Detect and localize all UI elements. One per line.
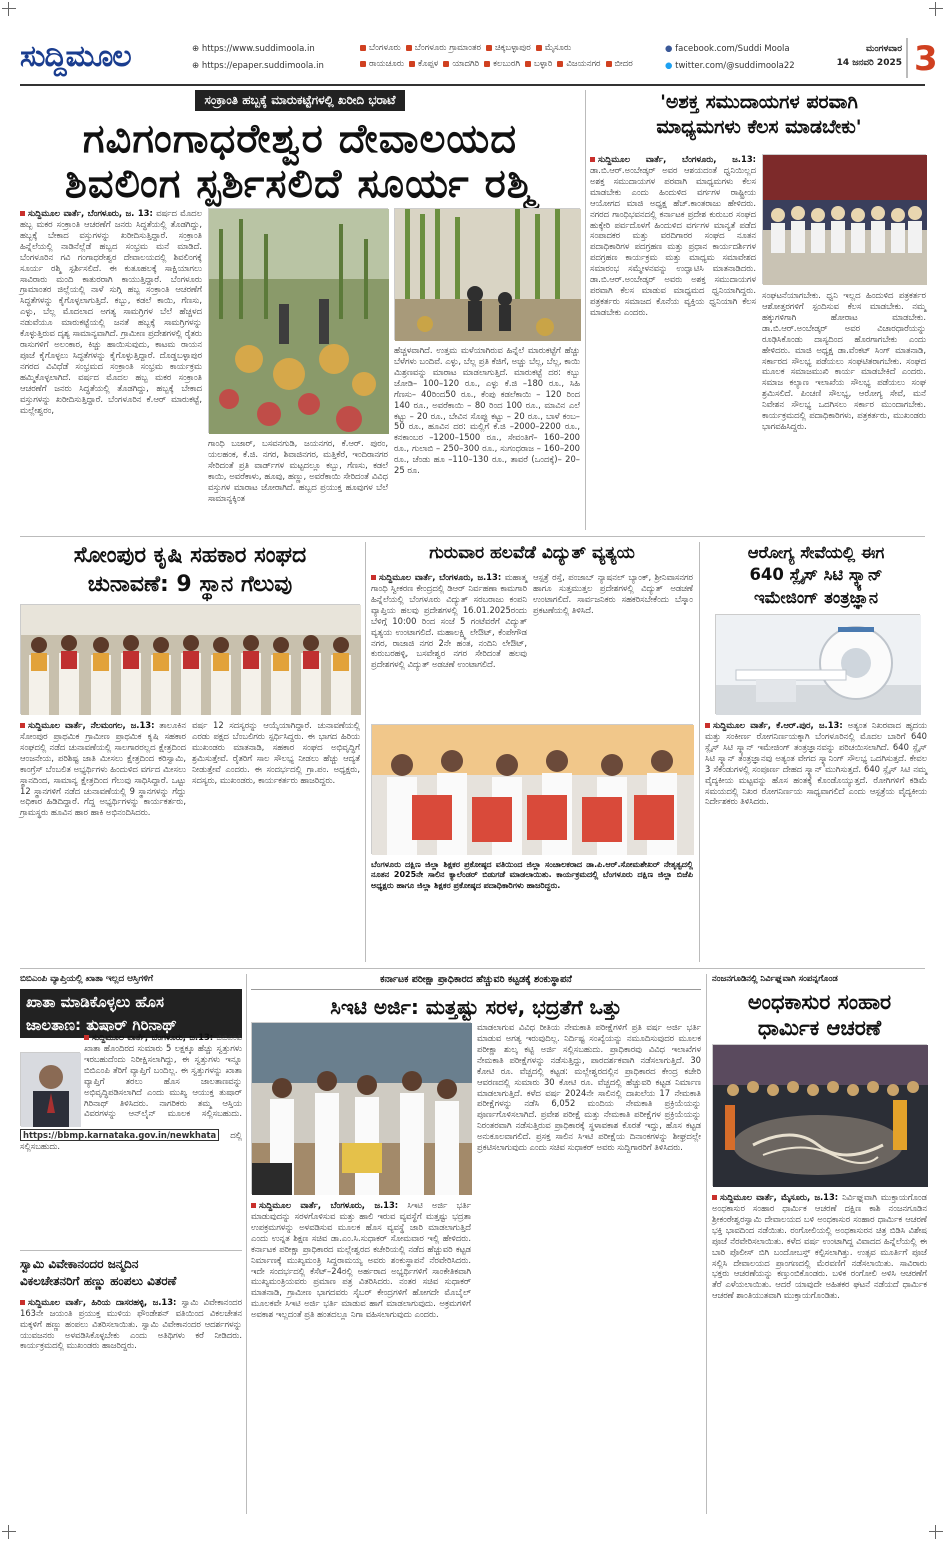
district-link[interactable]: ರಾಯಚೂರು	[360, 59, 404, 69]
story-temple-sun	[20, 90, 580, 530]
story-kicker: ಸಂಕ್ರಾಂತಿ ಹಬ್ಬಕ್ಕೆ ಮಾರುಕಟ್ಟೆಗಳಲ್ಲಿ ಖರೀದಿ ಭರಾಟೆ	[195, 90, 406, 111]
khata-portal-link[interactable]: https://bbmp.karnataka.gov.in/newkhata	[20, 1129, 219, 1141]
column-rule	[706, 974, 707, 1514]
masthead	[20, 38, 938, 80]
epaper-link[interactable]: ⊕ https://epaper.suddimoola.in	[192, 60, 324, 71]
story-dateline: ಸುದ್ದಿಮೂಲ ವಾರ್ತೆ, ನೆಲಮಂಗಲ, ಜ.13:	[20, 720, 154, 730]
winners-photo	[20, 604, 360, 714]
crop-mark	[2, 2, 16, 16]
story-headline: ಗುರುವಾರ ಹಲವೆಡೆ ವಿದ್ಯುತ್ ವ್ಯತ್ಯಯ	[429, 543, 635, 563]
story-power-outage	[371, 542, 693, 962]
site-link[interactable]: ⊕ https://www.suddimoola.in	[192, 44, 315, 54]
district-link[interactable]: ಚಿಕ್ಕಬಳ್ಳಾಪುರ	[486, 43, 531, 53]
story-body: ಸುದ್ದಿಮೂಲ ವಾರ್ತೆ, ಬೆಂಗಳೂರು, ಜ.13: ಮಹಾತ್ಮ ಗಾಂಧಿ ಸ್ವೀಕರಣ ಕೇಂದ್ರದಲ್ಲಿ ಡಿಆರ್ ನಿರ್ವಹಣಾ ಕಾಮಗಾರಿ ಹಿನ್ನೆಲೆಯಲ್ಲಿ ಬೆಂಗಳೂರು ವಿದ್ಯುತ್ ಸರಬರಾಜು ಕಂಪನಿ ವ್ಯಾಪ್ತಿಯ ಹಲವು ಪ್ರದೇಶಗಳಲ್ಲಿ 16.01.2025ರಂದು ಬೆಳಿಗ್ಗೆ 10:00 ರಿಂದ ಸಂಜೆ 5 ಗಂಟೆವರೆಗೆ ವಿದ್ಯುತ್ ವ್ಯತ್ಯಯ ಉಂಟಾಗಲಿದೆ. ಮಹಾಲಕ್ಷ್ಮಿ ಲೇಔಟ್, ಕೆಂಪೇಗೌಡ ನಗರ, ರಾಜಾಜಿ ನಗರ 2ನೇ ಹಂತ, ನಂದಿನಿ ಲೇಔಟ್, ಕುರುಬರಹಳ್ಳಿ, ಬಸವೇಶ್ವರ ನಗರ ಸೇರಿದಂತೆ ಹಲವು ಪ್ರದೇಶಗಳಲ್ಲಿ ವಿದ್ಯುತ್ ಅಡಚಣೆ ಉಂಟಾಗಲಿದೆ.	[371, 572, 527, 670]
crop-mark	[2, 1525, 16, 1539]
column-rule	[585, 90, 586, 530]
story-body: ಸುದ್ದಿಮೂಲ ವಾರ್ತೆ, ಕೆ.ಆರ್.ಪುರ, ಜ.13: ಅತ್ಯಂತ ನಿಖರವಾದ ಹೃದಯ ಮತ್ತು ಸಂಕೀರ್ಣ ರೋಗನಿರ್ಣಯಕ್ಕಾಗಿ ಬೆಂಗಳೂರಿನಲ್ಲಿ ಮೊದಲ ಬಾರಿಗೆ 640 ಸ್ಲೈಸ್ ಸಿಟಿ ಸ್ಕ್ಯಾನ್ ಇಮೇಜಿಂಗ್ ತಂತ್ರಜ್ಞಾನವನ್ನು ಪರಿಚಯಿಸಲಾಗಿದೆ. 640 ಸ್ಲೈಸ್ ಸಿಟಿ ಸ್ಕ್ಯಾನ್ ತಂತ್ರಜ್ಞಾನವು ಅತ್ಯಂತ ವೇಗದ ಸ್ಕ್ಯಾನಿಂಗ್ ಸೌಲಭ್ಯ ಒದಗಿಸುತ್ತದೆ. ಕೇವಲ 3 ಸೆಕೆಂಡುಗಳಲ್ಲಿ ಸಂಪೂರ್ಣ ದೇಹದ ಸ್ಕ್ಯಾನ್ ಮುಗಿಸುತ್ತದೆ. 640 ಸ್ಲೈಸ್ ಸಿಟಿ ನಮ್ಮ ವೈದ್ಯಕೀಯ ಮಟ್ಟವನ್ನು ಹೊಸ ಹಂತಕ್ಕೆ ಕೊಂಡೊಯ್ಯುತ್ತದೆ. ರೋಗಿಗಳಿಗೆ ಕಡಿಮೆ ಸಮಯದಲ್ಲಿ ನಿಖರ ರೋಗನಿರ್ಣಯ ಸಾಧ್ಯವಾಗಲಿದೆ ಎಂದು ಆಸ್ಪತ್ರೆಯ ವೈದ್ಯಕೀಯ ನಿರ್ದೇಶಕರು ತಿಳಿಸಿದರು.	[705, 720, 927, 807]
issue-day: ಮಂಗಳವಾರ	[865, 44, 902, 54]
sugarcane-photo	[394, 208, 580, 340]
story-kicker: ನಂಜನಗೂಡಿನಲ್ಲಿ ನಿರ್ವಿಘ್ನವಾಗಿ ಸಂಪನ್ನಗೊಂಡ	[712, 974, 838, 984]
story-body-col2: ವರ್ಷ 12 ಸದಸ್ಯರನ್ನು ಆಯ್ಕೆಯಾಗಿದ್ದಾರೆ. ಚುನಾವಣೆಯಲ್ಲಿ ಎರಡು ಪಕ್ಷದ ಬೆಂಬಲಿಗರು ಸ್ಪರ್ಧಿಸಿದ್ದರು. ಈ ಭಾಗದ ಹಿರಿಯ ಮುಖಂಡರು ಮಾತನಾಡಿ, ಸಹಕಾರ ಸಂಘದ ಅಭಿವೃದ್ಧಿಗೆ ಶ್ರಮಿಸುತ್ತೇವೆ. ರೈತರಿಗೆ ಸಾಲ ಸೌಲಭ್ಯ ನೀಡಲು ಹೆಚ್ಚು ಆದ್ಯತೆ ನೀಡುತ್ತೇವೆ ಎಂದರು. ಈ ಸಂದರ್ಭದಲ್ಲಿ ಗ್ರಾ.ಪಂ. ಅಧ್ಯಕ್ಷರು, ಸದಸ್ಯರು, ಮುಖಂಡರು, ಕಾರ್ಯಕರ್ತರು ಹಾಜರಿದ್ದರು.	[192, 720, 360, 785]
masthead-links	[192, 44, 352, 80]
market-photo	[208, 208, 388, 433]
district-list	[360, 40, 690, 78]
row-rule	[20, 1250, 242, 1251]
story-dateline: ಸುದ್ದಿಮೂಲ ವಾರ್ತೆ, ಬೆಂಗಳೂರು, ಜ.13:	[84, 1032, 213, 1042]
masthead-logo: ಸುದ್ದಿಮೂಲ	[20, 39, 131, 74]
row-rule	[20, 968, 925, 969]
story-dateline: ಸುದ್ದಿಮೂಲ ವಾರ್ತೆ, ಬೆಂಗಳೂರು, ಜ.13:	[371, 572, 501, 582]
calendar-release-photo	[371, 724, 693, 854]
story-headline: ಸಿಇಟಿ ಅರ್ಜಿ: ಮತ್ತಷ್ಟು ಸರಳ, ಭದ್ರತೆಗೆ ಒತ್ತು	[330, 995, 622, 1020]
story-headline: ಸ್ವಾಮಿ ವಿವೇಕಾನಂದರ ಜನ್ಮದಿನ ವಿಕಲಚೇತನರಿಗೆ ಹಣ್ಣು ಹಂಪಲು ವಿತರಣೆ	[20, 1257, 177, 1289]
story-body: ಸುದ್ದಿಮೂಲ ವಾರ್ತೆ, ಬೆಂಗಳೂರು, ಜ.13: ಡಾ.ಬಿ.ಆರ್.ಅಂಬೇಡ್ಕರ್ ಅವರ ಆಶಯದಂತೆ ಧ್ವನಿಯಿಲ್ಲದ ಅಶಕ್ತ ಸಮುದಾಯಗಳ ಪರವಾಗಿ ಮಾಧ್ಯಮಗಳು ಕೆಲಸ ಮಾಡಬೇಕು ಎಂದು ಹಿಂದುಳಿದ ವರ್ಗಗಳ ರಾಷ್ಟ್ರೀಯ ಆಯೋಗದ ಮಾಜಿ ಅಧ್ಯಕ್ಷ ಹೆಚ್.ಕಾಂತರಾಜು ಹೇಳಿದರು. ನಗರದ ಗಾಂಧಿಭವನದಲ್ಲಿ ಕರ್ನಾಟಕ ಪ್ರದೇಶ ಕುರುಬರ ಸಂಘದ ಹುಕ್ಕೇರಿ ಪರ್ವದೊಳಗೆ ಹಿಂದುಳಿದ ವರ್ಗಗಳ ಮಾನ್ಯತೆ ಪಡೆದ ಸಂಪಾದಕರ ಮತ್ತು ವರದಿಗಾರರ ಸಂಘದ ನೂತನ ಪದಾಧಿಕಾರಿಗಳ ಪದಗ್ರಹಣ ಮತ್ತು ಪ್ರಧಾನ ಕಾರ್ಯದರ್ಶಿಗಳ ಪದಗ್ರಹಣ ಕಾರ್ಯಕ್ರಮ ಮತ್ತು ಮಾಧ್ಯಮ ಸಮಾವೇಶದ ಸಮಾರಂಭ ಸಮ್ಮೇಳನವನ್ನು ಉದ್ಘಾಟಿಸಿ ಮಾತನಾಡಿದರು. ಡಾ.ಬಿ.ಆರ್.ಅಂಬೇಡ್ಕರ್ ಅವರು ಅಶಕ್ತ ಸಮುದಾಯಗಳ ಪರವಾಗಿ ಕೆಲಸ ಮಾಡುವ ಮಾಧ್ಯಮದ ಧ್ವನಿಯಾಗಿದ್ದರು. ಪತ್ರಕರ್ತರು ಸಮಾಜದ ಕೊನೆಯ ವ್ಯಕ್ತಿಯ ಧ್ವನಿಯಾಗಿ ಕೆಲಸ ಮಾಡಬೇಕು ಎಂದರು.	[590, 154, 756, 317]
ct-scanner-photo	[715, 614, 920, 714]
globe-icon: ⊕	[192, 60, 202, 71]
crop-mark	[929, 1525, 943, 1539]
district-link[interactable]: ವಿಜಯನಗರ	[557, 59, 600, 69]
story-headline: ಅಂಧಕಾಸುರ ಸಂಹಾರ ಧಾರ್ಮಿಕ ಆಚರಣೆ	[747, 989, 892, 1041]
story-vivekananda	[20, 1250, 242, 1515]
story-body: ಸುದ್ದಿಮೂಲ ವಾರ್ತೆ, ಮೈಸೂರು, ಜ.13: ನಿರ್ವಿಘ್ನವಾಗಿ ಮುಕ್ತಾಯಗೊಂಡ ಅಂಧಕಾಸುರ ಸಂಹಾರ ಧಾರ್ಮಿಕ ಆಚರಣೆ ದಕ್ಷಿಣ ಕಾಶಿ ನಂಜನಗೂಡಿನ ಶ್ರೀಕಂಠೇಶ್ವರಸ್ವಾಮಿ ದೇವಾಲಯದ ಬಳಿ ಅಂಧಕಾಸುರ ಸಂಹಾರ ಧಾರ್ಮಿಕ ಆಚರಣೆ ಭಕ್ತಿ ಭಾವದಿಂದ ನಡೆಯಿತು. ರಂಗೋಲಿಯಲ್ಲಿ ಅಂಧಕಾಸುರನ ಚಿತ್ರ ಬಿಡಿಸಿ ವಿಶೇಷ ಪೂಜೆ ನೆರವೇರಿಸಲಾಯಿತು. ಕಳೆದ ವರ್ಷ ಉಂಟಾಗಿದ್ದ ವಿವಾದದ ಹಿನ್ನೆಲೆಯಲ್ಲಿ ಈ ಬಾರಿ ಪೊಲೀಸ್ ಬಿಗಿ ಬಂದೋಬಸ್ತ್ ಕಲ್ಪಿಸಲಾಗಿತ್ತು. ಉತ್ಸವ ಮೂರ್ತಿಗೆ ಪೂಜೆ ಸಲ್ಲಿಸಿ ದೇವಾಲಯದ ಪ್ರಾಂಗಣದಲ್ಲಿ ಮೆರವಣಿಗೆ ನಡೆಸಲಾಯಿತು. ಸಾವಿರಾರು ಭಕ್ತರು ಆಚರಣೆಯನ್ನು ಕಣ್ತುಂಬಿಕೊಂಡರು. ಬಳಿಕ ರಂಗೋಲಿ ಅಳಿಸಿ ಆಚರಣೆಗೆ ತೆರೆ ಎಳೆಯಲಾಯಿತು. ಆದರೆ ಯಾವುದೇ ಅಹಿತಕರ ಘಟನೆ ನಡೆಯದೆ ಧಾರ್ಮಿಕ ಆಚರಣೆ ಶಾಂತಿಯುತವಾಗಿ ಮುಕ್ತಾಯಗೊಂಡಿತು.	[712, 1192, 927, 1301]
story-headline: 'ಅಶಕ್ತ ಸಮುದಾಯಗಳ ಪರವಾಗಿ ಮಾಧ್ಯಮಗಳು ಕೆಲಸ ಮಾಡಬೇಕು'	[656, 91, 862, 138]
district-link[interactable]: ಯಾದಗಿರಿ	[443, 59, 479, 69]
district-link[interactable]: ಬೆಂಗಳೂರು ಗ್ರಾಮಾಂತರ	[406, 43, 481, 53]
story-body: ಸುದ್ದಿಮೂಲ ವಾರ್ತೆ, ಬೆಂಗಳೂರು, ಜ. 13: ವರ್ಷದ ಮೊದಲ ಹಬ್ಬ ಮಕರ ಸಂಕ್ರಾಂತಿ ಆಚರಣೆಗೆ ಜನರು ಸಿದ್ಧತೆಯಲ್ಲಿ ತೊಡಗಿದ್ದು, ಹಬ್ಬಕ್ಕೆ ಬೇಕಾದ ವಸ್ತುಗಳನ್ನು ಖರೀದಿಸುತ್ತಿದ್ದಾರೆ. ಸಂಕ್ರಾಂತಿ ಹಿನ್ನೆಲೆಯಲ್ಲಿ ನಾಡಿನೆಲ್ಲೆಡೆ ಹಬ್ಬದ ಸಂಭ್ರಮ ಮನೆ ಮಾಡಿದೆ. ಬೆಂಗಳೂರಿನ ಗವಿ ಗಂಗಾಧರೇಶ್ವರ ದೇವಾಲಯದಲ್ಲಿ ಶಿವಲಿಂಗಕ್ಕೆ ಸೂರ್ಯ ರಶ್ಮಿ ಸ್ಪರ್ಶಿಸಲಿದೆ. ಈ ಕುತೂಹಲಕ್ಕೆ ಸಾಕ್ಷಿಯಾಗಲು ಸಾವಿರಾರು ಮಂದಿ ಕಾತುರರಾಗಿ ಕಾಯುತ್ತಿದ್ದಾರೆ. ಬೆಂಗಳೂರು ಗ್ರಾಮಾಂತರ ಜಿಲ್ಲೆಯಲ್ಲಿ ನಾಳೆ ಸುಗ್ಗಿ ಹಬ್ಬ ಸಂಕ್ರಾಂತಿ ಆಚರಣೆಗೆ ಸಿದ್ಧತೆಗಳನ್ನು ಕೈಗೊಳ್ಳಲಾಗುತ್ತಿದೆ. ಕಬ್ಬು, ಕಡಲೆ ಕಾಯಿ, ಗೆಣಸು, ಎಳ್ಳು, ಬೆಲ್ಲ ಮೊದಲಾದ ಅಗತ್ಯ ಸಾಮಗ್ರಿಗಳ ಬೆಲೆ ಹೆಚ್ಚಳದ ನಡುವೆಯೂ ಮಾರುಕಟ್ಟೆಯಲ್ಲಿ ಜನತೆ ಹಬ್ಬಕ್ಕೆ ಸಾಮಗ್ರಿಗಳನ್ನು ಕೊಳ್ಳುತ್ತಿರುವ ದೃಶ್ಯ ಸಾಮಾನ್ಯವಾಗಿದೆ. ಗ್ರಾಮೀಣ ಪ್ರದೇಶಗಳಲ್ಲಿ ರೈತರು ರಾಸುಗಳಿಗೆ ಅಲಂಕಾರ, ಕಿಚ್ಚು ಹಾಯಿಸುವುದು, ಕಾಟಮ ರಾಯನ ಪೂಜೆ ಕೈಗೊಳ್ಳಲು ಸಿದ್ಧತೆಗಳನ್ನು ಕೈಗೊಳ್ಳುತ್ತಿದ್ದಾರೆ. ದೊಡ್ಡಬಳ್ಳಾಪುರ ನಗರದ ವಿವಿಧೆಡೆ ಸಂಭ್ರಮದ ಸಂಕ್ರಾಂತಿ ಸಂಭ್ರಮ ಕಾರ್ಯಕ್ರಮ ಹಮ್ಮಿಕೊಳ್ಳಲಾಗಿದೆ. ವರ್ಷದ ಮೊದಲ ಹಬ್ಬ ಮಕರ ಸಂಕ್ರಾಂತಿ ಆಚರಣೆಗೆ ಜನರು ಸಿದ್ಧತೆಯಲ್ಲಿ ತೊಡಗಿದ್ದು, ಹಬ್ಬಕ್ಕೆ ಬೇಕಾದ ವಸ್ತುಗಳನ್ನು ಖರೀದಿಸುತ್ತಿದ್ದಾರೆ. ಬೆಂಗಳೂರಿನ ಕೆ.ಆರ್ ಮಾರುಕಟ್ಟೆ, ಮಲ್ಲೇಶ್ವರಂ,	[20, 208, 202, 415]
district-link[interactable]: ಮೈಸೂರು	[536, 43, 571, 53]
story-dateline: ಸುದ್ದಿಮೂಲ ವಾರ್ತೆ, ಬೆಂಗಳೂರು, ಜ.13:	[251, 1200, 398, 1210]
crop-mark	[929, 2, 943, 16]
column-rule	[246, 974, 247, 1514]
issue-date	[810, 42, 902, 76]
story-media-role	[590, 90, 928, 530]
story-body-col2: ಮಾಡಲಾಗುವ ವಿವಿಧ ರೀತಿಯ ನೇಮಕಾತಿ ಪರೀಕ್ಷೆಗಳಿಗೆ ಪ್ರತಿ ವರ್ಷ ಅರ್ಜಿ ಭರ್ತಿ ಮಾಡುವ ಅಗತ್ಯ ಇರುವುದಿಲ್ಲ. ನಿರ್ದಿಷ್ಟ ಸಂಖ್ಯೆಯನ್ನು ನಮೂದಿಸುವುದರ ಮೂಲಕ ಪರೀಕ್ಷಾ ಶುಲ್ಕ ಕಟ್ಟಿ ಅರ್ಜಿ ಸಲ್ಲಿಸಬಹುದು. ಪ್ರಾಧಿಕಾರವು ವಿವಿಧ ಇಲಾಖೆಗಳ ನೇಮಕಾತಿ ಪರೀಕ್ಷೆಗಳನ್ನು ನಡೆಸುತ್ತಿದ್ದು, ಪಾರದರ್ಶಕವಾಗಿ ನಡೆಸಲಾಗುತ್ತಿದೆ. 30 ಕೋಟಿ ರೂ. ವೆಚ್ಚದಲ್ಲಿ ಕಟ್ಟಡ: ಮಲ್ಲೇಶ್ವರದಲ್ಲಿನ ಪ್ರಾಧಿಕಾರದ ಕೇಂದ್ರ ಕಚೇರಿ ಆವರಣದಲ್ಲಿ ಸುಮಾರು 30 ಕೋಟಿ ರೂ. ವೆಚ್ಚದಲ್ಲಿ ಹೆಚ್ಚುವರಿ ಕಟ್ಟಡ ನಿರ್ಮಾಣ ಮಾಡಲಾಗುತ್ತಿದೆ. ಕಳೆದ ವರ್ಷ 2024ನೇ ಸಾಲಿನಲ್ಲಿ ದಾಖಲೆಯ 17 ನೇಮಕಾತಿ ಪರೀಕ್ಷೆಗಳನ್ನು ನಡೆಸಿ 6,052 ಮಂದಿಯ ನೇಮಕಾತಿ ಪ್ರಕ್ರಿಯೆಯನ್ನು ಪೂರ್ಣಗೊಳಿಸಲಾಗಿದೆ. ಪ್ರವೇಶ ಪರೀಕ್ಷೆ ಮತ್ತು ನೇಮಕಾತಿ ಪರೀಕ್ಷೆಗಳ ಪ್ರಕ್ರಿಯೆಯನ್ನು ನಿರಂತರವಾಗಿ ನಡೆಸುತ್ತಿರುವ ಪ್ರಾಧಿಕಾರಕ್ಕೆ ಸ್ಥಳಾವಕಾಶ ಕೊರತೆ ಇದ್ದು, ಹೊಸ ಕಟ್ಟಡ ಅನುಕೂಲವಾಗಲಿದೆ. ಪ್ರಸಕ್ತ ಸಾಲಿನ ಸಿಇಟಿ ಪರೀಕ್ಷೆಯ ದಿನಾಂಕಗಳನ್ನು ಶೀಘ್ರದಲ್ಲೇ ಪ್ರಕಟಿಸಲಾಗುವುದು ಎಂದು ಸಚಿವ ಸುಧಾಕರ್ ಅವರು ಸುದ್ದಿಗಾರರಿಗೆ ತಿಳಿಸಿದರು.	[477, 1022, 701, 1153]
social-links	[665, 44, 805, 80]
district-link[interactable]: ಬೀದರ	[606, 59, 633, 69]
district-link[interactable]: ಬೆಂಗಳೂರು	[360, 43, 401, 53]
event-photo	[762, 154, 926, 284]
story-dateline: ಸುದ್ದಿಮೂಲ ವಾರ್ತೆ, ಬೆಂಗಳೂರು, ಜ.13:	[590, 154, 756, 164]
story-body: ಸುದ್ದಿಮೂಲ ವಾರ್ತೆ, ಬೆಂಗಳೂರು, ಜ.13: ಬಿಬಿಎಂಪಿ ಖಾತಾ ಹೊಂದಿರದ ಸುಮಾರು 5 ಲಕ್ಷಕ್ಕೂ ಹೆಚ್ಚು ಸ್ವತ್ತುಗಳು ಇರಬಹುದೆಂದು ನಿರೀಕ್ಷಿಸಲಾಗಿದ್ದು, ಈ ಸ್ವತ್ತುಗಳು ಇನ್ನೂ ಬಿಬಿಎಂಪಿ ತೆರಿಗೆ ವ್ಯಾಪ್ತಿಗೆ ಬಂದಿಲ್ಲ. ಈ ಸ್ವತ್ತುಗಳನ್ನು ಖಾತಾ ವ್ಯಾಪ್ತಿಗೆ ತರಲು ಹೊಸ ಜಾಲತಾಣವನ್ನು ಅಭಿವೃದ್ಧಿಪಡಿಸಲಾಗಿದೆ ಎಂದು ಮುಖ್ಯ ಆಯುಕ್ತ ತುಷಾರ್ ಗಿರಿನಾಥ್ ತಿಳಿಸಿದರು. ನಾಗರಿಕರು ತಮ್ಮ ಆಸ್ತಿಯ ವಿವರಗಳನ್ನು ಆನ್‌ಲೈನ್ ಮೂಲಕ ಸಲ್ಲಿಸಬಹುದು. https://bbmp.karnataka.gov.in/newkhata ದಲ್ಲಿ ಸಲ್ಲಿಸಬಹುದು.	[20, 1032, 242, 1151]
column-rule	[699, 542, 700, 962]
story-body-col3: ಹೆಚ್ಚಳವಾಗಿದೆ. ಉತ್ತಮ ಮಳೆಯಾಗಿರುವ ಹಿನ್ನೆಲೆ ಮಾರುಕಟ್ಟೆಗೆ ಹೆಚ್ಚು ಬೆಳೆಗಳು ಬಂದಿವೆ. ಎಳ್ಳು, ಬೆಲ್ಲ ಪ್ರತಿ ಕೆಜಿಗೆ, ಅಚ್ಚು ಬೆಲ್ಲ, ಬೆಲ್ಲ, ಕಾಯಿ ಮಿಶ್ರಣವನ್ನು ಮಾರಾಟ ಮಾಡಲಾಗುತ್ತಿದೆ. ಮಾರುಕಟ್ಟೆ ದರ: ಕಬ್ಬು ಜೋಡಿ– 100–120 ರೂ., ಎಳ್ಳು ಕೆ.ಜಿ –180 ರೂ., ಸಿಹಿ ಗೆಣಸು– 40ರಿಂದ50 ರೂ., ಕೆಂಪು ಕಡಲೆಕಾಯಿ – 120 ರಿಂದ 140 ರೂ., ಅವರೆಕಾಯಿ – 80 ರಿಂದ 100 ರೂ., ಮಾವಿನ ಎಲೆ ಕಟ್ಟು – 20 ರೂ., ಬೇವಿನ ಸೊಪ್ಪು ಕಟ್ಟು – 20 ರೂ., ಬಾಳೆ ಕಂಬ– 50 ರೂ., ಹೂವಿನ ದರ: ಮಲ್ಲಿಗೆ ಕೆ.ಜಿ –2000–2200 ರೂ., ಕನಕಾಂಬರ –1200–1500 ರೂ., ಸೇವಂತಿಗೆ– 160–200 ರೂ., ಗುಲಾಬಿ – 250–300 ರೂ., ಸುಗಂಧರಾಜ – 160–200 ರೂ., ಚೆಂಡು ಹೂ –110–130 ರೂ., ತಾವರೆ (ಒಂದಕ್ಕೆ)– 20–25 ರೂ.	[394, 345, 580, 476]
district-link[interactable]: ಕೊಪ್ಪಳ	[409, 59, 438, 69]
story-dateline: ಸುದ್ದಿಮೂಲ ವಾರ್ತೆ, ಹಿರಿಯ ದಾಸರಹಳ್ಳಿ, ಜ.13:	[20, 1297, 176, 1307]
story-headline: ಖಾತಾ ಮಾಡಿಕೊಳ್ಳಲು ಹೊಸ ಜಾಲತಾಣ: ತುಷಾರ್ ಗಿರಿನಾಥ್	[20, 989, 242, 1038]
issue-date-text: 14 ಜನವರಿ 2025	[836, 58, 902, 69]
story-body-col2: ಆಸ್ಪತ್ರೆ ರಸ್ತೆ, ಪಂಜಾಬ್ ನ್ಯಾಷನಲ್ ಬ್ಯಾಂಕ್, ಶ್ರೀನಿವಾಸನಗರ ಹಾಗೂ ಸುತ್ತಮುತ್ತಲ ಪ್ರದೇಶಗಳಲ್ಲಿ ವಿದ್ಯುತ್ ಅಡಚಣೆ ಉಂಟಾಗಲಿದೆ. ಸಾರ್ವಜನಿಕರು ಸಹಕರಿಸಬೇಕೆಂದು ಬೆಸ್ಕಾಂ ಪ್ರಕಟಣೆಯಲ್ಲಿ ತಿಳಿಸಿದೆ.	[533, 572, 693, 615]
story-cooperative-election	[20, 542, 360, 962]
foundation-ceremony-photo	[251, 1022, 471, 1194]
story-body-col2: ಗಾಂಧಿ ಬಜಾರ್, ಬಸವನಗುಡಿ, ಜಯನಗರ, ಕೆ.ಆರ್. ಪುರಂ, ಯಲಹಂಕ, ಕೆ.ಜಿ. ನಗರ, ಶಿವಾಜಿನಗರ, ಮತ್ತಿಕೆರೆ, ಇಂದಿರಾನಗರ ಸೇರಿದಂತೆ ಪ್ರತಿ ವಾರ್ಡ್‌ಗಳ ಮಟ್ಟದಲ್ಲೂ ಕಬ್ಬು, ಗೆಣಸು, ಕಡಲೆ ಕಾಯಿ, ಅವರೆಕಾಳು, ಹೂವು, ಹಣ್ಣು, ಅವರೆಕಾಯಿ ಸೇರಿದಂತೆ ವಿವಿಧ ವಸ್ತುಗಳ ಮಾರಾಟ ಜೋರಾಗಿದೆ. ಹಬ್ಬದ ಪ್ರಯುಕ್ತ ಹೂವುಗಳ ಬೆಲೆ ಸಾಮಾನ್ಯಕ್ಕಿಂತ	[208, 438, 388, 503]
ritual-photo	[712, 1044, 927, 1186]
story-kicker: ಬಿಬಿಎಂಪಿ ವ್ಯಾಪ್ತಿಯಲ್ಲಿ ಖಾತಾ ಇಲ್ಲದ ಆಸ್ತಿಗಳಿಗೆ	[20, 974, 153, 984]
story-headline: ಗವಿಗಂಗಾಧರೇಶ್ವರ ದೇವಾಲಯದ ಶಿವಲಿಂಗ ಸ್ಪರ್ಶಿಸಲಿದೆ ಸೂರ್ಯ ರಶ್ಮಿ	[64, 116, 536, 208]
globe-icon: ⊕	[192, 44, 202, 54]
story-cet-application	[251, 974, 701, 1514]
story-dateline: ಸುದ್ದಿಮೂಲ ವಾರ್ತೆ, ಬೆಂಗಳೂರು, ಜ. 13:	[20, 208, 153, 218]
story-body: ಸುದ್ದಿಮೂಲ ವಾರ್ತೆ, ನೆಲಮಂಗಲ, ಜ.13: ತಾಲೂಕಿನ ಸೋಂಪುರ ಪ್ರಾಥಮಿಕ ಗ್ರಾಮೀಣ ಪ್ರಾಥಮಿಕ ಕೃಷಿ ಸಹಕಾರ ಸಂಘದಲ್ಲಿ ನಡೆದ ಚುನಾವಣೆಯಲ್ಲಿ ಸಾಲಗಾರರಲ್ಲದ ಕ್ಷೇತ್ರದಿಂದ ಆಂಜನೇಯ, ಪರಿಶಿಷ್ಟ ಜಾತಿ ಮೀಸಲು ಕ್ಷೇತ್ರದಿಂದ ಕರಿಸ್ವಾಮಿ, ಕಾಂಗ್ರೆಸ್ ಬೆಂಬಲಿತ ಅಭ್ಯರ್ಥಿಗಳು ಹಿಂದುಳಿದ ವರ್ಗದ ಮೀಸಲು ಸ್ಥಾನದಿಂದ, ಸಾಮಾನ್ಯ ಕ್ಷೇತ್ರದಿಂದ ಗೆಲುವು ಸಾಧಿಸಿದ್ದಾರೆ. ಒಟ್ಟು 12 ಸ್ಥಾನಗಳಿಗೆ ನಡೆದ ಚುನಾವಣೆಯಲ್ಲಿ 9 ಸ್ಥಾನಗಳನ್ನು ಗೆದ್ದು ಅಧಿಕಾರ ಹಿಡಿದಿದ್ದಾರೆ. ಗೆದ್ದ ಅಭ್ಯರ್ಥಿಗಳನ್ನು ಕಾರ್ಯಕರ್ತರು, ಗ್ರಾಮಸ್ಥರು ಹೂವಿನ ಹಾರ ಹಾಕಿ ಅಭಿನಂದಿಸಿದರು.	[20, 720, 186, 818]
story-headline: ಆರೋಗ್ಯ ಸೇವೆಯಲ್ಲಿ ಈಗ 640 ಸ್ಲೈಸ್ ಸಿಟಿ ಸ್ಕ್ಯಾನ್ ಇಮೇಜಿಂಗ್ ತಂತ್ರಜ್ಞಾನ	[747, 543, 885, 607]
twitter-icon: ●	[665, 60, 676, 71]
story-dateline: ಸುದ್ದಿಮೂಲ ವಾರ್ತೆ, ಮೈಸೂರು, ಜ.13:	[712, 1192, 838, 1202]
story-body: ಸುದ್ದಿಮೂಲ ವಾರ್ತೆ, ಬೆಂಗಳೂರು, ಜ.13: ಸಿಇಟಿ ಅರ್ಜಿ ಭರ್ತಿ ಮಾಡುವುದನ್ನು ಸರಳಗೊಳಿಸುವ ಮತ್ತು ಹಾಲಿ ಇರುವ ವ್ಯವಸ್ಥೆಗೆ ಮತ್ತಷ್ಟು ಭದ್ರತಾ ಉಪಕ್ರಮಗಳನ್ನು ಅಳವಡಿಸುವ ಮೂಲಕ ಹೊಸ ವ್ಯವಸ್ಥೆ ಜಾರಿ ಮಾಡಲಾಗುತ್ತಿದೆ ಎಂದು ಉನ್ನತ ಶಿಕ್ಷಣ ಸಚಿವ ಡಾ.ಎಂ.ಸಿ.ಸುಧಾಕರ್ ಸೋಮವಾರ ಇಲ್ಲಿ ಹೇಳಿದರು. ಕರ್ನಾಟಕ ಪರೀಕ್ಷಾ ಪ್ರಾಧಿಕಾರದ ಮಲ್ಲೇಶ್ವರದ ಕಚೇರಿಯಲ್ಲಿ ನಡೆದ ಹೆಚ್ಚುವರಿ ಕಟ್ಟಡ ನಿರ್ಮಾಣಕ್ಕೆ ಮುಖ್ಯಮಂತ್ರಿ ಸಿದ್ದರಾಮಯ್ಯ ಅವರು ಶಂಕುಸ್ಥಾಪನೆ ನೆರವೇರಿಸಿದರು. ಇದೇ ಸಂದರ್ಭದಲ್ಲಿ ಕೆಸೆಟ್–24ರಲ್ಲಿ ಅರ್ಹರಾದ ಅಭ್ಯರ್ಥಿಗಳಿಗೆ ಸಾಂಕೇತಿಕವಾಗಿ ಮುಖ್ಯಮಂತ್ರಿಯವರು ಪ್ರಮಾಣ ಪತ್ರ ವಿತರಿಸಿದರು. ನಂತರ ಸಚಿವ ಸುಧಾಕರ್ ಮಾತನಾಡಿ, ಗ್ರಾಮೀಣ ಭಾಗದವರು ಸೈಬರ್ ಕೇಂದ್ರಗಳಿಗೆ ಹೋಗದೇ ಮೊಬೈಲ್ ಮೂಲಕವೇ ಸಿಇಟಿ ಅರ್ಜಿ ಭರ್ತಿ ಮಾಡುವ ಹಾಗೆ ಮಾಡಲಾಗುವುದು. ಅಕ್ರಮಗಳಿಗೆ ಅವಕಾಶ ಇಲ್ಲದಂತೆ ಪ್ರತಿ ಹಂತದಲ್ಲೂ ನಿಗಾ ವಹಿಸಲಾಗುವುದು ಎಂದರು.	[251, 1200, 472, 1320]
story-dateline: ಸುದ್ದಿಮೂಲ ವಾರ್ತೆ, ಕೆ.ಆರ್.ಪುರ, ಜ.13:	[705, 720, 843, 730]
row-rule	[20, 536, 925, 537]
twitter-link[interactable]: ● twitter.com/@suddimoola22	[665, 60, 795, 71]
page-number: 3	[906, 38, 932, 78]
masthead-rule	[20, 84, 925, 86]
story-ct-scan	[705, 542, 927, 962]
story-andhakasura	[712, 974, 927, 1514]
story-kicker: ಕರ್ನಾಟಕ ಪರೀಕ್ಷಾ ಪ್ರಾಧಿಕಾರದ ಹೆಚ್ಚುವರಿ ಕಟ್ಟಡಕ್ಕೆ ಶಂಕುಸ್ಥಾಪನೆ	[251, 974, 701, 990]
story-body: ಸುದ್ದಿಮೂಲ ವಾರ್ತೆ, ಹಿರಿಯ ದಾಸರಹಳ್ಳಿ, ಜ.13: ಸ್ವಾಮಿ ವಿವೇಕಾನಂದರ 163ನೇ ಜಯಂತಿ ಪ್ರಯುಕ್ತ ಮುಳಿಯ ಫೌಂಡೇಶನ್ ವತಿಯಿಂದ ವಿಕಲಚೇತನ ಮಕ್ಕಳಿಗೆ ಹಣ್ಣು ಹಂಪಲು ವಿತರಿಸಲಾಯಿತು. ಸ್ವಾಮಿ ವಿವೇಕಾನಂದರ ಆದರ್ಶಗಳನ್ನು ಯುವಜನರು ಅಳವಡಿಸಿಕೊಳ್ಳಬೇಕು ಎಂದು ಅತಿಥಿಗಳು ಕರೆ ನೀಡಿದರು. ಕಾರ್ಯಕ್ರಮದಲ್ಲಿ ಮುಖಂಡರು ಹಾಜರಿದ್ದರು.	[20, 1296, 242, 1351]
story-body-col2: ಸಂಘಟನೆಯಾಗಬೇಕು. ಧ್ವನಿ ಇಲ್ಲದ ಹಿಂದುಳಿದ ಪತ್ರಕರ್ತರ ಆಶೋತ್ತರಗಳಿಗೆ ಸ್ಪಂದಿಸುವ ಕೆಲಸ ಮಾಡಬೇಕು. ನಮ್ಮ ಹಕ್ಕುಗಳಿಗಾಗಿ ಹೋರಾಟ ಮಾಡಬೇಕು. ಡಾ.ಬಿ.ಆರ್.ಅಂಬೇಡ್ಕರ್ ಅವರ ವಿಚಾರಧಾರೆಯನ್ನು ರೂಢಿಸಿಕೊಂಡು ದಾಸ್ಯದಿಂದ ಹೊರಗಾಗಬೇಕು ಎಂದು ಹೇಳಿದರು. ಮಾಜಿ ಅಧ್ಯಕ್ಷ ಡಾ.ವೆಂಕಟ್ ಸಿಂಗ್ ಮಾತನಾಡಿ, ಸರ್ಕಾರದ ಸೌಲಭ್ಯ ಪಡೆಯಲು ಸಂಘಟಿತರಾಗಬೇಕು. ಸಂಘದ ಮೂಲಕ ಸಮಾಜಮುಖಿ ಕಾರ್ಯ ಮಾಡಬೇಕಿದೆ ಎಂದರು. ಸಮಾಜ ಕಲ್ಯಾಣ ಇಲಾಖೆಯ ಸೌಲಭ್ಯ ಪಡೆಯಲು ಸಂಘ ಶ್ರಮಿಸಲಿದೆ. ಪಿಂಚಣಿ ಸೌಲಭ್ಯ, ಆರೋಗ್ಯ ಸೇವೆ, ಮನೆ ನಿವೇಶನ ಸೌಲಭ್ಯ ಒದಗಿಸಲು ಸರ್ಕಾರ ಮುಂದಾಗಬೇಕು. ಕಾರ್ಯಕ್ರಮದಲ್ಲಿ ಪದಾಧಿಕಾರಿಗಳು, ಪತ್ರಕರ್ತರು, ಮುಖಂಡರು ಭಾಗವಹಿಸಿದ್ದರು.	[762, 290, 926, 432]
district-link[interactable]: ಬಳ್ಳಾರಿ	[525, 59, 552, 69]
column-rule	[365, 542, 366, 962]
story-khata-portal	[20, 974, 242, 1244]
facebook-icon: ●	[665, 44, 676, 54]
story-headline: ಸೋಂಪುರ ಕೃಷಿ ಸಹಕಾರ ಸಂಘದ ಚುನಾವಣೆ: 9 ಸ್ಥಾನ ಗೆಲುವು	[73, 543, 307, 597]
district-link[interactable]: ಕಲಬುರಗಿ	[484, 59, 520, 69]
facebook-link[interactable]: ● facebook.com/Suddi Moola	[665, 44, 790, 54]
photo-caption: ಬೆಂಗಳೂರು ದಕ್ಷಿಣ ಜಿಲ್ಲಾ ಶಿಕ್ಷಕರ ಪ್ರಕೋಷ್ಠದ ವತಿಯಿಂದ ಜಿಲ್ಲಾ ಸಂಚಾಲಕರಾದ ಡಾ.ಪಿ.ಆರ್.ಸೋಮಶೇಖರ್ ನೇತೃತ್ವದಲ್ಲಿ ನೂತನ 2025ನೇ ಸಾಲಿನ ಕ್ಯಾಲೆಂಡರ್ ಬಿಡುಗಡೆ ಮಾಡಲಾಯಿತು. ಕಾರ್ಯಕ್ರಮದಲ್ಲಿ ಬೆಂಗಳೂರು ದಕ್ಷಿಣ ಜಿಲ್ಲಾ ಬಿಜೆಪಿ ಅಧ್ಯಕ್ಷರು ಹಾಗೂ ಜಿಲ್ಲಾ ಶಿಕ್ಷಕರ ಪ್ರಕೋಷ್ಠದ ಪದಾಧಿಕಾರಿಗಳು ಹಾಜರಿದ್ದರು.	[371, 860, 693, 890]
